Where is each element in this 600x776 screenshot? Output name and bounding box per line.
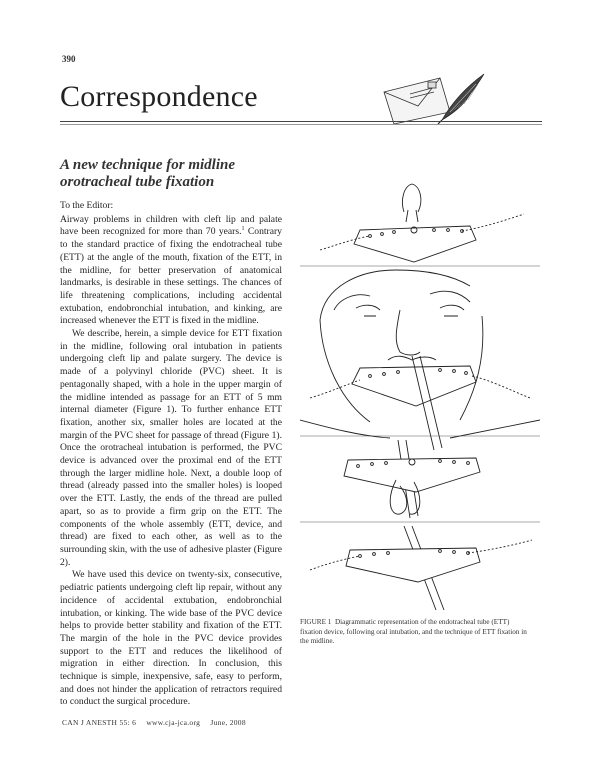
article-title-line-1: A new technique for midline xyxy=(60,157,236,173)
page-footer xyxy=(62,718,254,727)
citation-superscript: 1 xyxy=(241,226,245,233)
figure-caption-text: Diagrammatic representation of the endotracheal tube (ETT) fixation device, following oral intubation, and the technique of ETT fixation in the midline. xyxy=(300,618,527,646)
article-title-line-2: orotracheal tube fixation xyxy=(60,174,215,190)
paragraph-1-start: Airway problems in children with cleft lip and palate have been recognized for more than 70 years. xyxy=(60,213,282,238)
figure-panel-device xyxy=(320,184,524,262)
paragraph-2: We describe, herein, a simple device for ETT fixation in the midline, following oral intubation in patients undergoing cleft lip and palate surgery. The device is made of a polyvinyl chloride (PVC) sheet. It is pentagonally shaped, with a hole in the upper margin of the midline intended as passage for an ETT of 5 mm internal diameter (Figure 1). To further enhance ETT fixation, another six, smaller holes are located at the margin of the PVC sheet for passage of thread (Figure 1). Once the orotracheal intubation is performed, the PVC device is advanced over the proximal end of the ETT through the larger midline hole. Next, a double loop of thread (already passed into the smaller holes) is looped over the ETT. Lastly, the ends of the thread are pulled apart, so as to provide a firm grip on the ETT. The components of the whole assembly (ETT, device, and thread) are fixed to each other, as well as to the surrounding skin, with the use of adhesive plaster (Figure 2). xyxy=(60,328,282,568)
envelope-quill-icon xyxy=(380,70,490,126)
title-rule xyxy=(60,121,542,122)
figure-panel-thread-loop xyxy=(344,440,480,518)
title-rule-secondary xyxy=(60,124,542,125)
footer-journal: CAN J ANESTH 55: 6 xyxy=(62,718,137,727)
salutation: To the Editor: xyxy=(60,200,114,211)
article-body xyxy=(60,200,282,709)
figure-panel-fixed xyxy=(310,526,532,610)
footer-date: June, 2008 xyxy=(210,718,246,727)
figure-caption xyxy=(300,618,532,647)
footer-url: www.cja-jca.org xyxy=(146,718,201,727)
page-number: 390 xyxy=(62,54,76,64)
section-title: Correspondence xyxy=(60,80,258,113)
figure-1-illustration xyxy=(300,170,540,612)
paragraph-1-end: Contrary to the standard practice of fixing the endotracheal tube (ETT) at the angle of the mouth, fixation of the ETT, in the midline, for better preservation of anatomical landmarks, is desirable in these settings. The chances of life threatening complications, including accidental extubation, endobronchial intubation, and kinking, are increased whenever the ETT is fixed in the midline. xyxy=(60,226,282,327)
article-title xyxy=(60,157,290,191)
paragraph-1 xyxy=(60,214,282,328)
figure-panel-patient xyxy=(300,270,540,450)
figure-caption-label: FIGURE 1 xyxy=(300,618,332,626)
paragraph-3: We have used this device on twenty-six, consecutive, pediatric patients undergoing cleft lip repair, without any incidence of accidental extubation, endobronchial intubation, or kinking. The wide base of the PVC device helps to provide better stability and fixation of the ETT. The margin of the hole in the PVC device provides support to the ETT and reduces the likelihood of migration in either direction. In conclusion, this technique is simple, inexpensive, safe, easy to perform, and does not hinder the application of retractors required to conduct the surgical procedure. xyxy=(60,569,282,708)
